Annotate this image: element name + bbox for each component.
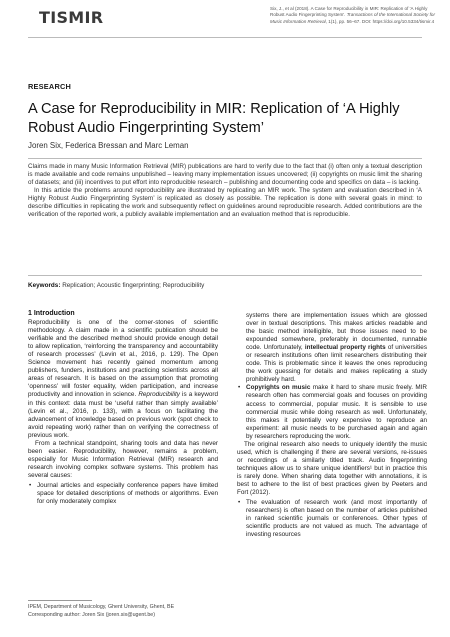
bold-term: Copyrights on music [246, 384, 311, 392]
body-column-left [28, 310, 218, 506]
abstract-top-divider [28, 158, 422, 159]
citation-line1: Six, J., et al (2018). A Case for Reproducibility in MIR: Replication of 'A [270, 6, 414, 11]
citation-journal-a: Transactions of the International Society for [346, 12, 435, 18]
journal-logo: TISMIR [39, 8, 104, 27]
body-column-right [237, 310, 427, 539]
keywords-value: Replication; Acoustic fingerprinting; Reproducibility [60, 282, 205, 289]
corresponding-author: Corresponding author: Joren Six (joren.six@ugent.be) [28, 611, 155, 618]
body-paragraph: From a technical standpoint, sharing tools and data has never been easier. Reproducibility, however, remains a problem, especially for Music Information Retrieval (MIR) research and research involving complex software systems. This problem has several causes: [28, 439, 218, 479]
keywords [28, 282, 204, 289]
footnote-divider [28, 600, 92, 601]
citation-line3: , 1(1), pp. 56–67. DOI: https://doi.org/10.5334/tismir.4 [325, 18, 435, 24]
abstract-paragraph-1: Claims made in many Music Information Retrieval (MIR) publications are hard to verify due to the fact that (i) often only a textual description is made available and code remains unpublished – leaving many implementation issues uncovered; (ii) copyrights on music limit the sharing of datasets; and (iii) incentives to put effort into reproducible research – publishing and documenting code and specifics on data – is lacking. [28, 163, 422, 187]
list-item: • The evaluation of research work (and most importantly of researchers) is often based on the number of articles published in ranked scientific journals or conferences. Other types of scientific products are not valued as much. The advantage of investing resources [237, 499, 427, 539]
abstract-paragraph-2: In this article the problems around reproducibility are illustrated by replicating an MIR work. The system and evaluation described in ‘A Highly Robust Audio Fingerprinting System’ is replicated as closely as possible. The replication is done with several goals in mind: to describe difficulties in replicating the work and subsequently reflect on guidelines around reproducible research. Added contributions are the verification of the reported work, a publicly available implementation and an evaluation method that is reproducible. [28, 187, 422, 219]
article-authors: Joren Six, Federica Bressan and Marc Leman [28, 141, 189, 150]
list-item: systems there are implementation issues which are glossed over in textual descriptions. This makes articles readable and the basic method intelligible, but those issues need to be expounded somewhere, preferably in documented, runnable code. Unfortunately, intellectual property rights of universities or research institutions often limit researchers distributing their code. This is problematic since it leaves the ones reproducing the work guessing for details and makes replicating a study prohibitively hard. [246, 312, 428, 384]
bold-term: intellectual property rights [304, 344, 386, 352]
footnote [28, 604, 228, 619]
body-paragraph: The original research also needs to uniquely identify the music used, which is challenging if there are several versions, re-issues or recordings of a similarly titled track. Audio fingerprinting techniques allow us to share unique identifiers¹ but in practice this is rarely done. When sharing data together with annotations, it is best to adhere to the list of best practices given by Peeters and Fort (2012). [237, 440, 427, 497]
abstract-bottom-divider [28, 275, 422, 276]
section-label: RESEARCH [28, 82, 72, 91]
header-divider [28, 37, 422, 38]
italic-term: Reproducibility [138, 391, 180, 399]
keywords-label: Keywords: [28, 282, 61, 289]
list-item: • Copyrights on music make it hard to share music freely. MIR research often has commercial goals and focuses on providing access to commercial, popular music. It is sensible to use commercial music while doing research as well. Unfortunately, this makes it potentially very expensive to reproduce an experiment: all music needs to be purchased again and again by researchers reproducing the work. [237, 384, 427, 440]
citation-block [270, 6, 436, 25]
citation-line2: Highly Robust Audio Fingerprinting System'. [270, 6, 428, 18]
causes-list [28, 482, 218, 506]
section-heading-introduction: 1 Introduction [28, 310, 75, 317]
article-title: A Case for Reproducibility in MIR: Replication of ‘A Highly Robust Audio Fingerprinting System’ [28, 101, 400, 136]
list-item: • Journal articles and especially conference papers have limited space for detailed descriptions of methods or algorithms. Even for only moderately complex [28, 482, 218, 506]
citation-journal-b: Music Information Retrieval [270, 18, 326, 24]
causes-list-continued [237, 312, 427, 441]
affiliation: IPEM, Department of Musicology, Ghent University, Ghent, BE [28, 604, 175, 610]
abstract [28, 163, 422, 219]
causes-list-continued-2 [237, 499, 427, 539]
body-paragraph: Reproducibility is one of the corner-stones of scientific methodology. A claim made in a scientific publication should be verifiable and the described method should provide enough detail to allow replication, ‘reinforcing the transparency and accountability of research processes’ (Levin et al., 2016, p. 129). The Open Science movement has recently gained momentum among publishers, funders, institutions and practicing scientists across all areas of research. It is based on the assumption that promoting ‘openness’ will foster equality, widen participation, and increase productivity and innovation in science. Reproducibility is a keyword in this context: data must be ‘useful rather than simply available’ (Levin et al., 2016, p. 133), with a focus on facilitating the advancement of knowledge based on previous work (spot check to avoid repeating work) rather than on verifying the correctness of previous work. [28, 319, 218, 439]
